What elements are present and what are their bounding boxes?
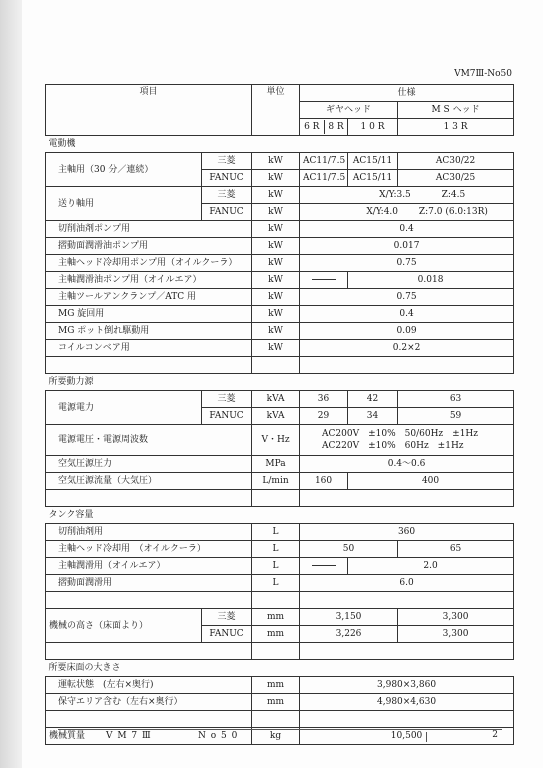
section-row: [46, 507, 514, 524]
section-tank: タンク容量: [46, 507, 514, 524]
header-unit: 単位: [252, 85, 300, 136]
value-cell: 3,300: [398, 609, 514, 626]
unit-cell: kVA: [252, 391, 300, 408]
unit-cell: kW: [252, 289, 300, 306]
row-label: コイルコンベア用: [46, 340, 252, 357]
value-cell: AC11/7.5: [300, 170, 348, 187]
value-cell: 3,300: [398, 626, 514, 643]
section-floor: 所要床面の大きさ: [46, 660, 514, 677]
maker-fanuc: FANUC: [202, 626, 252, 643]
header-8r: 8 R: [324, 120, 348, 134]
feed-xy-value: X/Y:3.5: [379, 190, 411, 200]
value-cell: 0.75: [300, 255, 514, 272]
table-row: [46, 153, 514, 170]
row-label: 主軸潤滑用（オイルエア）: [46, 558, 252, 575]
unit-cell: L/min: [252, 473, 300, 490]
spacer-row: [46, 357, 514, 374]
footer-divider: [426, 732, 427, 742]
unit-cell: mm: [252, 609, 300, 626]
spacer-row: [46, 643, 514, 660]
unit-cell: L: [252, 541, 300, 558]
row-label: 空気圧源圧力: [46, 456, 252, 473]
table-row: [46, 272, 514, 289]
unit-cell: kW: [252, 306, 300, 323]
value-cell: 160: [300, 473, 348, 490]
feed-xy-value: X/Y:4.0: [366, 207, 399, 217]
section-row: [46, 136, 514, 153]
maker-mitsubishi: 三菱: [202, 609, 252, 626]
value-cell: 0.4: [300, 306, 514, 323]
table-row: [46, 524, 514, 541]
value-cell: 0.4: [300, 221, 514, 238]
unit-cell: kW: [252, 340, 300, 357]
not-applicable-dash: [312, 565, 336, 566]
header-spec: 仕様: [300, 85, 514, 102]
maker-fanuc: FANUC: [202, 204, 252, 221]
row-label: 摺動面潤滑油ポンプ用: [46, 238, 252, 255]
value-cell: 65: [398, 541, 514, 558]
value-cell: 2.0: [348, 558, 514, 575]
value-cell: 360: [300, 524, 514, 541]
table-row: [46, 575, 514, 592]
table-row: [46, 425, 514, 456]
document-id: VM7Ⅲ-No50: [454, 69, 512, 79]
unit-cell: mm: [252, 694, 300, 711]
unit-cell: L: [252, 575, 300, 592]
spindle-label: 主軸用（30 分／連続）: [46, 153, 202, 187]
unit-cell: V・Hz: [252, 425, 300, 456]
value-cell: 36: [300, 391, 348, 408]
value-cell: 34: [348, 408, 398, 425]
value-cell: [300, 272, 348, 289]
value-cell: [300, 425, 514, 456]
row-label: 主軸潤滑油ポンプ用（オイルエア）: [46, 272, 252, 289]
unit-cell: kW: [252, 170, 300, 187]
section-row: [46, 660, 514, 677]
row-label: MG 旋回用: [46, 306, 252, 323]
table-row: [46, 221, 514, 238]
value-cell: 0.4～0.6: [300, 456, 514, 473]
header-10r: 1 0 R: [348, 119, 398, 136]
footer-number: N o 5 0: [198, 731, 239, 741]
row-label: 摺動面潤滑用: [46, 575, 252, 592]
mass-label: 機械質量: [46, 728, 252, 745]
row-label: 電源電圧・電源周波数: [46, 425, 252, 456]
unit-cell: kW: [252, 255, 300, 272]
value-cell: 3,980×3,860: [300, 677, 514, 694]
capacity-label: 電源電力: [46, 391, 202, 425]
table-row: [46, 456, 514, 473]
row-label: 主軸ヘッド冷却用 （オイルクーラ）: [46, 541, 252, 558]
table-row: [46, 541, 514, 558]
value-cell: 400: [348, 473, 514, 490]
table-row: [46, 694, 514, 711]
value-cell: AC15/11: [348, 170, 398, 187]
table-row: [46, 391, 514, 408]
unit-cell: kW: [252, 323, 300, 340]
row-label: 切削油剤ポンプ用: [46, 221, 252, 238]
spacer-row: [46, 711, 514, 728]
unit-cell: mm: [252, 677, 300, 694]
table-row: [46, 238, 514, 255]
value-cell: 3,150: [300, 609, 398, 626]
row-label: 保守エリア含む（左右×奥行）: [46, 694, 252, 711]
maker-mitsubishi: 三菱: [202, 187, 252, 204]
value-cell: 3,226: [300, 626, 398, 643]
table-row: [46, 323, 514, 340]
value-cell: 0.018: [348, 272, 514, 289]
value-cell: AC30/22: [398, 153, 514, 170]
unit-cell: kW: [252, 272, 300, 289]
unit-cell: kW: [252, 187, 300, 204]
spec-table: [45, 84, 514, 745]
table-row: [46, 677, 514, 694]
header-item: 項目: [46, 85, 252, 136]
unit-cell: L: [252, 524, 300, 541]
maker-mitsubishi: 三菱: [202, 153, 252, 170]
section-row: [46, 374, 514, 391]
table-row: [46, 289, 514, 306]
not-applicable-dash: [312, 279, 336, 280]
header-6r: 6 R: [304, 122, 320, 132]
value-cell: 29: [300, 408, 348, 425]
value-cell: 4,980×4,630: [300, 694, 514, 711]
row-label: MG ポット倒れ駆動用: [46, 323, 252, 340]
unit-cell: mm: [252, 626, 300, 643]
table-row: [46, 558, 514, 575]
value-cell: [300, 187, 514, 204]
table-row: [46, 187, 514, 204]
table-row: [46, 473, 514, 490]
value-cell: 50: [300, 541, 398, 558]
unit-cell: kVA: [252, 408, 300, 425]
maker-fanuc: FANUC: [202, 408, 252, 425]
header-ms-head: M S ヘッド: [398, 102, 514, 119]
table-row: [46, 609, 514, 626]
page-footer: [58, 729, 502, 742]
section-motor: 電動機: [46, 136, 514, 153]
value-cell: 0.75: [300, 289, 514, 306]
voltage-line: AC200V ±10% 50/60Hz ±1Hz: [322, 429, 479, 439]
unit-cell: kg: [252, 728, 300, 745]
unit-cell: MPa: [252, 456, 300, 473]
header-col-8r-group: [300, 119, 348, 136]
spacer-row: [46, 490, 514, 507]
value-cell: 10,500: [300, 728, 514, 745]
unit-cell: kW: [252, 153, 300, 170]
unit-cell: kW: [252, 204, 300, 221]
header-gear-head: ギヤヘッド: [300, 102, 398, 119]
unit-cell: kW: [252, 221, 300, 238]
height-label: 機械の高さ（床面より）: [46, 609, 202, 643]
table-row: [46, 340, 514, 357]
value-cell: AC15/11: [348, 153, 398, 170]
value-cell: 0.09: [300, 323, 514, 340]
footer-model: V M 7 Ⅲ: [106, 731, 152, 741]
value-cell: 63: [398, 391, 514, 408]
row-label: 空気圧源流量（大気圧）: [46, 473, 252, 490]
feed-z-value: Z:4.5: [441, 190, 466, 200]
feed-label: 送り軸用: [46, 187, 202, 221]
row-label: 運転状態 (左右×奥行): [46, 677, 252, 694]
value-cell: AC11/7.5: [300, 153, 348, 170]
value-cell: [300, 558, 348, 575]
row-label: 主軸ヘッド冷却用ポンプ用（オイルクーラ）: [46, 255, 252, 272]
value-cell: 59: [398, 408, 514, 425]
table-row: [46, 306, 514, 323]
section-power: 所要動力源: [46, 374, 514, 391]
maker-mitsubishi: 三菱: [202, 391, 252, 408]
spacer-row: [46, 592, 514, 609]
unit-cell: L: [252, 558, 300, 575]
unit-cell: kW: [252, 238, 300, 255]
page-number: 2: [492, 730, 498, 740]
feed-z-value: Z:7.0 (6.0:13R): [418, 207, 488, 217]
value-cell: [300, 204, 514, 221]
value-cell: 0.017: [300, 238, 514, 255]
value-cell: 42: [348, 391, 398, 408]
value-cell: AC30/25: [398, 170, 514, 187]
maker-fanuc: FANUC: [202, 170, 252, 187]
header-13r: 1 3 R: [398, 119, 514, 136]
table-row: [46, 255, 514, 272]
row-label: 主軸ツールアンクランプ／ATC 用: [46, 289, 252, 306]
value-cell: 6.0: [300, 575, 514, 592]
value-cell: 0.2×2: [300, 340, 514, 357]
header-row: [46, 85, 514, 102]
row-label: 切削油剤用: [46, 524, 252, 541]
voltage-line: AC220V ±10% 60Hz ±1Hz: [322, 441, 464, 451]
